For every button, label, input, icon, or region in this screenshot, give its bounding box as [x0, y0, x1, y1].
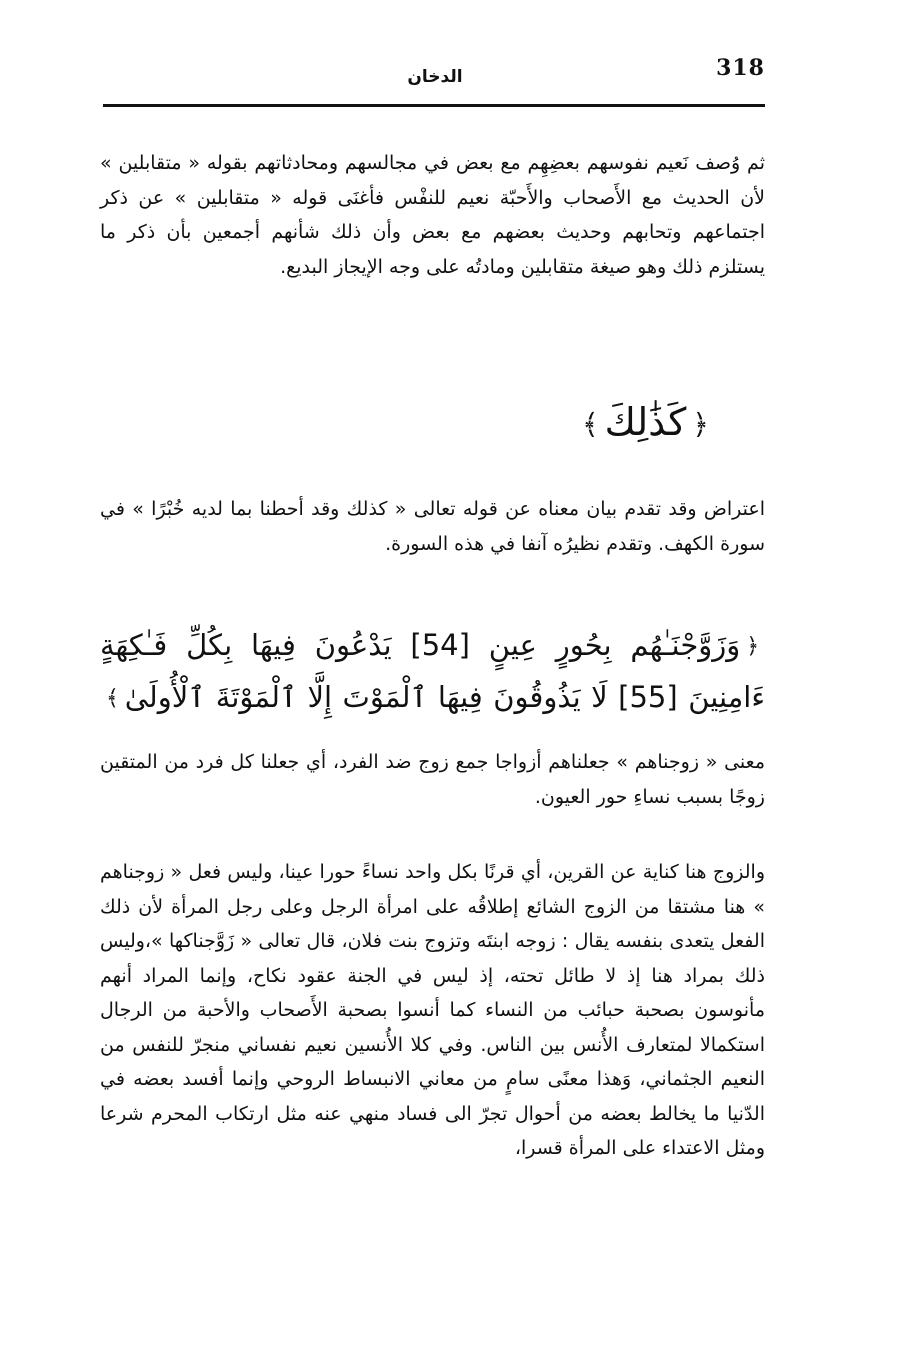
verse-heading	[100, 392, 765, 455]
paragraph-commentary-2: اعتراض وقد تقدم بيان معناه عن قوله تعالى « كذلك وقد أحطنا بما لديه خُبْرًا » في سورة الكهف. وتقدم نظيرُه آنفا في هذه السورة.	[100, 498, 765, 555]
ornament-open: ﴿	[746, 634, 760, 659]
ornament-close: ﴾	[106, 686, 119, 711]
paragraph-commentary-4: والزوج هنا كناية عن القرين، أي قرنًا بكل واحد نساءً حورا عينا، وليس فعل « زوجناهم » هنا مشتقا من الزوج الشائع إطلاقُه على امرأة الرجل وعلى رجل المرأة لأن ذلك الفعل يتعدى بنفسه يقال : زوجه ابنتَه وتزوج بنت فلان، قال تعالى « زَوَّجناكها »،وليس ذلك بمراد هنا إذ لا طائل تحته، إذ ليس في الجنة عقود نكاح، وإنما المراد أنهم مأنوسون بصحبة حبائب من النساء كما أنسوا بصحبة الأَصحاب والأحبة من الرجال استكمالا لمتعارف الأُنس بين الناس. وفي كلا الأُنسين نعيم نفساني منجرّ للنفس من النعيم الجثماني، وَهذا معنًى سامٍ من معاني الانبساط الروحي وإنما أفسد بعضه في الدّنيا ما يخالط بعضه من أحوال تجرّ الى فساد منهي عنه مثل ارتكاب المحرم شرعا ومثل الاعتداء على المرأة قسرا،	[100, 861, 765, 1159]
ornament-open: ﴿	[692, 407, 709, 441]
verse-main	[100, 620, 765, 724]
header-rule	[103, 104, 765, 107]
verse-heading-text: كَذَٰلِكَ	[604, 400, 687, 444]
paragraph-commentary-1: ثم وُصف نَعيم نفوسهم بعضِهِم مع بعض في مجالسهم ومحادثاتهم بقوله « متقابلين » لأن الحديث مع الأَصحاب والأَحبّة نعيم للنفْس فأغنَى قوله « متقابلين » عن ذكر اجتماعهم وتحابهم وحديث بعضهم مع بعض وأن ذلك شأنهم أجمعين بأن ذكر ما يستلزم ذلك وهو صيغة متقابلين ومادتُه على وجه الإيجاز البديع.	[100, 152, 765, 278]
ornament-close: ﴾	[581, 407, 599, 441]
page-header	[105, 55, 765, 95]
running-title: الدخان	[407, 67, 463, 87]
page-number: 318	[716, 55, 765, 81]
verse-main-text: وَزَوَّجْنَـٰهُم بِحُورٍ عِينٍ [54] يَدْعُونَ فِيهَا بِكُلِّ فَـٰكِهَةٍ ءَامِنِينَ [55] لَا يَذُوقُونَ فِيهَا ٱلْمَوْتَ إِلَّا ٱلْمَوْتَةَ ٱلْأُولَىٰ	[100, 628, 765, 714]
paragraph-commentary-3: معنى « زوجناهم » جعلناهم أزواجا جمع زوج ضد الفرد، أي جعلنا كل فرد من المتقين زوجًا بسبب نساءِ حور العيون.	[100, 751, 765, 808]
